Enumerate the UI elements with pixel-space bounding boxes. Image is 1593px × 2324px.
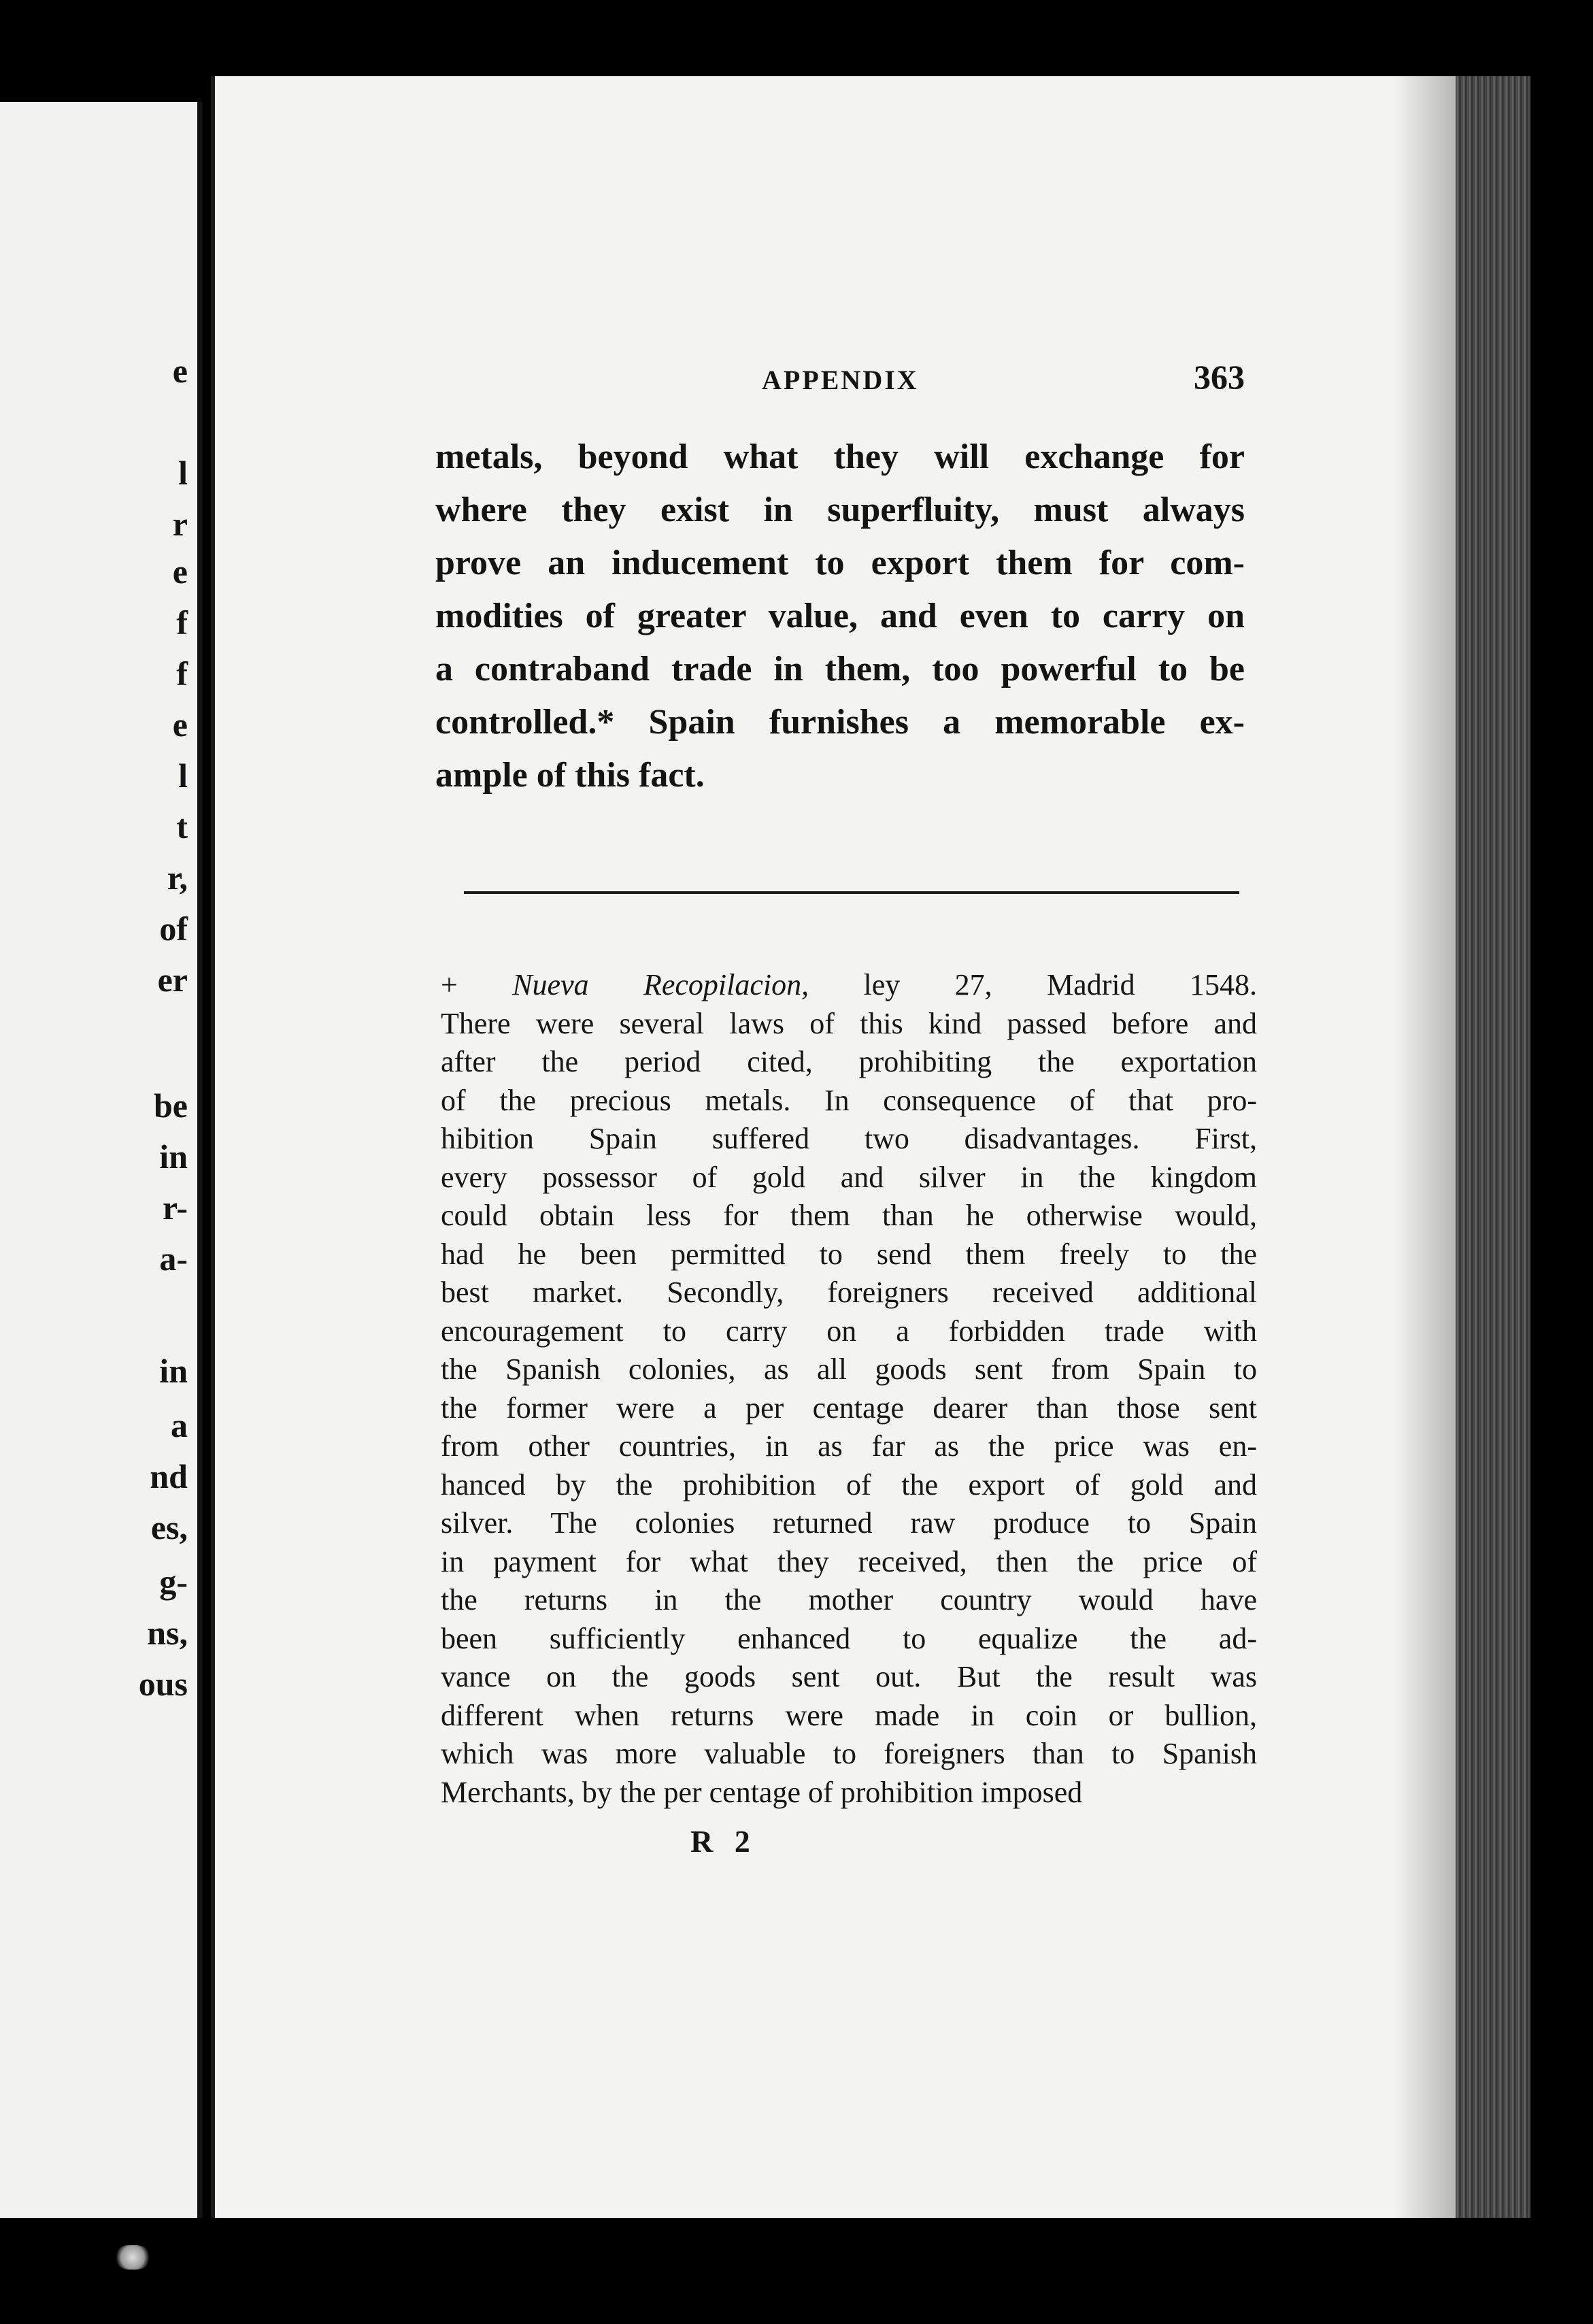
page-edge-shadow [1394,76,1459,2218]
footnote-line: best market. Secondly, foreigners received additional [441,1276,1257,1309]
facing-page-fragment: e [172,552,188,591]
body-line: a contraband trade in them, too powerful to be [435,650,1245,688]
footnote-line: encouragement to carry on a forbidden trade with [441,1314,1257,1348]
facing-page-fragment: ous [138,1665,188,1703]
facing-page-fragment: r [172,505,188,543]
footnote-line: hanced by the prohibition of the export of gold and [441,1467,1257,1501]
facing-page-fragment: a- [159,1240,188,1278]
facing-page-fragment: e [172,706,188,744]
footnote-line: after the period cited, prohibiting the exportation [441,1045,1257,1078]
footnote-line: silver. The colonies returned raw produce to Spain [441,1506,1257,1540]
facing-page-fragment: er [157,961,188,999]
footnote-separator-rule [464,891,1239,894]
footnote-line: Merchants, by the per centage of prohibition imposed [441,1775,1083,1809]
footnote-line: the former were a per centage dearer than those sent [441,1391,1257,1425]
body-line: modities of greater value, and even to carry on [435,597,1245,635]
footnote-line: different when returns were made in coin or bullion, [441,1698,1257,1732]
footnote-line: the returns in the mother country would have [441,1583,1257,1616]
signature-mark: R 2 [690,1824,757,1859]
footnote-line: vance on the goods sent out. But the result was [441,1660,1257,1693]
footnote-line: the Spanish colonies, as all goods sent from Spain to [441,1352,1257,1386]
facing-page-fragment: g- [159,1563,188,1601]
facing-page-fragment: t [176,808,188,846]
footnote-line: hibition Spain suffered two disadvantages. First, [441,1122,1257,1155]
page-number: 363 [1194,358,1245,396]
footnote [441,966,1257,1812]
scan-dust-speck [116,2245,150,2270]
footnote-line: could obtain less for them than he otherwise would, [441,1199,1257,1232]
body-line: controlled.* Spain furnishes a memorable ex- [435,703,1245,742]
facing-page-fragment: a [171,1406,188,1444]
facing-page-fragment: es, [150,1508,188,1546]
facing-page-fragment: l [178,454,188,492]
body-line: ample of this fact. [435,756,705,795]
running-head-title: APPENDIX [762,365,919,395]
facing-page-fragment: e [172,352,188,390]
facing-page-fragment: of [159,910,188,948]
footnote-line: from other countries, in as far as the price was en- [441,1429,1257,1463]
facing-page [0,102,203,2218]
footnote-line: There were several laws of this kind passed before and [441,1006,1257,1040]
facing-page-fragment: in [159,1352,188,1390]
main-text-block [435,357,1245,802]
facing-page-fragment: in [159,1138,188,1176]
facing-page-text-fragments [0,102,197,2218]
footnote-line: been sufficiently enhanced to equalize the ad- [441,1621,1257,1655]
facing-page-fragment: r, [167,859,188,897]
footnote-marker: + [441,968,513,1001]
facing-page-fragment: f [176,654,188,693]
facing-page-fragment: r- [163,1189,188,1227]
body-line: metals, beyond what they will exchange for [435,437,1245,476]
body-line: where they exist in superfluity, must always [435,491,1245,529]
facing-page-fragment: ns, [147,1614,188,1652]
page-block-edge [1456,76,1530,2218]
facing-page-fragment: be [154,1086,188,1125]
facing-page-fragment: l [178,757,188,795]
footnote-citation-detail: ley 27, Madrid 1548. [809,968,1257,1001]
body-line: prove an inducement to export them for com- [435,544,1245,582]
facing-page-fragment: nd [150,1457,188,1495]
footnote-line: every possessor of gold and silver in the kingdom [441,1160,1257,1194]
running-head [435,357,1245,405]
footnote-line: in payment for what they received, then the price of [441,1544,1257,1578]
footnote-citation-title: Nueva Recopilacion, [512,968,809,1001]
footnote-line: of the precious metals. In consequence of that pro- [441,1083,1257,1117]
footnote-first-line [441,966,1257,1005]
footnote-line: had he been permitted to send them freely to the [441,1237,1257,1271]
facing-page-fragment: f [176,603,188,642]
body-paragraph [435,431,1245,802]
footnote-line: which was more valuable to foreigners than to Spanish [441,1737,1257,1770]
